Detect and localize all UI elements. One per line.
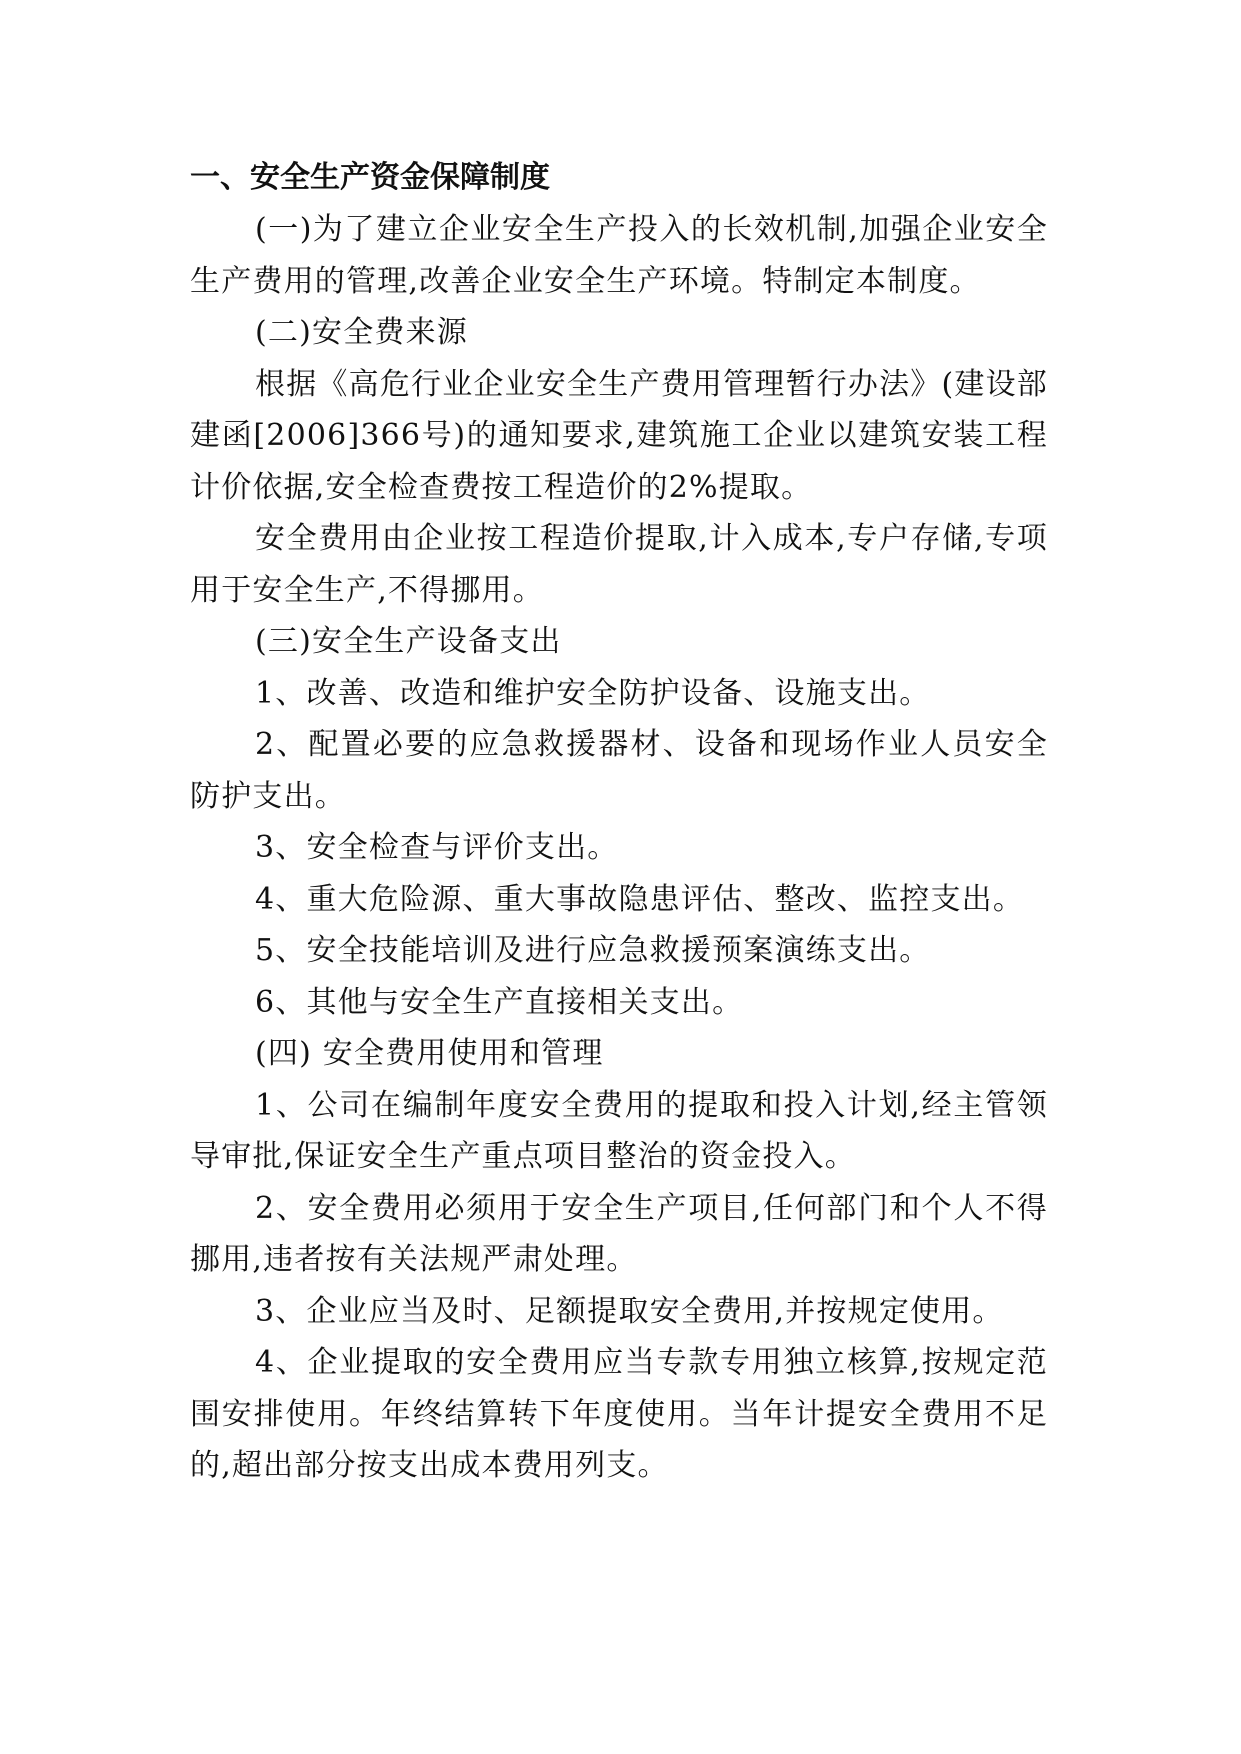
paragraph-purpose: (一)为了建立企业安全生产投入的长效机制,加强企业安全生产费用的管理,改善企业安全生产环境。特制定本制度。 <box>190 212 1048 299</box>
subheading-equipment-expenditure: (三)安全生产设备支出 <box>255 624 562 659</box>
document-page <box>190 152 1048 1492</box>
list-item-expenditure-3: 3、安全检查与评价支出。 <box>255 830 619 865</box>
list-item-expenditure-6: 6、其他与安全生产直接相关支出。 <box>255 984 744 1020</box>
list-item-management-2: 2、安全费用必须用于安全生产项目,任何部门和个人不得挪用,违者按有关法规严肃处理。 <box>190 1190 1048 1277</box>
list-item-expenditure-2: 2、配置必要的应急救援器材、设备和现场作业人员安全防护支出。 <box>190 727 1048 814</box>
list-item-management-4: 4、企业提取的安全费用应当专款专用独立核算,按规定范围安排使用。年终结算转下年度使用。当年计提安全费用不足的,超出部分按支出成本费用列支。 <box>190 1345 1048 1483</box>
paragraph-regulation: 根据《高危行业企业安全生产费用管理暂行办法》(建设部建函[2006]366号)的通知要求,建筑施工企业以建筑安装工程计价依据,安全检查费按工程造价的2%提取。 <box>190 366 1048 505</box>
list-item-expenditure-4: 4、重大危险源、重大事故隐患评估、整改、监控支出。 <box>255 881 1025 917</box>
list-item-management-3: 3、企业应当及时、足额提取安全费用,并按规定使用。 <box>255 1293 1004 1329</box>
subheading-usage-management: (四) 安全费用使用和管理 <box>255 1036 604 1071</box>
list-item-management-1: 1、公司在编制年度安全费用的提取和投入计划,经主管领导审批,保证安全生产重点项目整治的资金投入。 <box>190 1087 1048 1174</box>
paragraph-cost-extraction: 安全费用由企业按工程造价提取,计入成本,专户存储,专项用于安全生产,不得挪用。 <box>190 521 1048 608</box>
subheading-fund-source: (二)安全费来源 <box>255 315 469 350</box>
section-heading: 一、安全生产资金保障制度 <box>190 160 550 195</box>
list-item-expenditure-5: 5、安全技能培训及进行应急救援预案演练支出。 <box>255 933 931 968</box>
list-item-expenditure-1: 1、改善、改造和维护安全防护设备、设施支出。 <box>255 675 931 711</box>
